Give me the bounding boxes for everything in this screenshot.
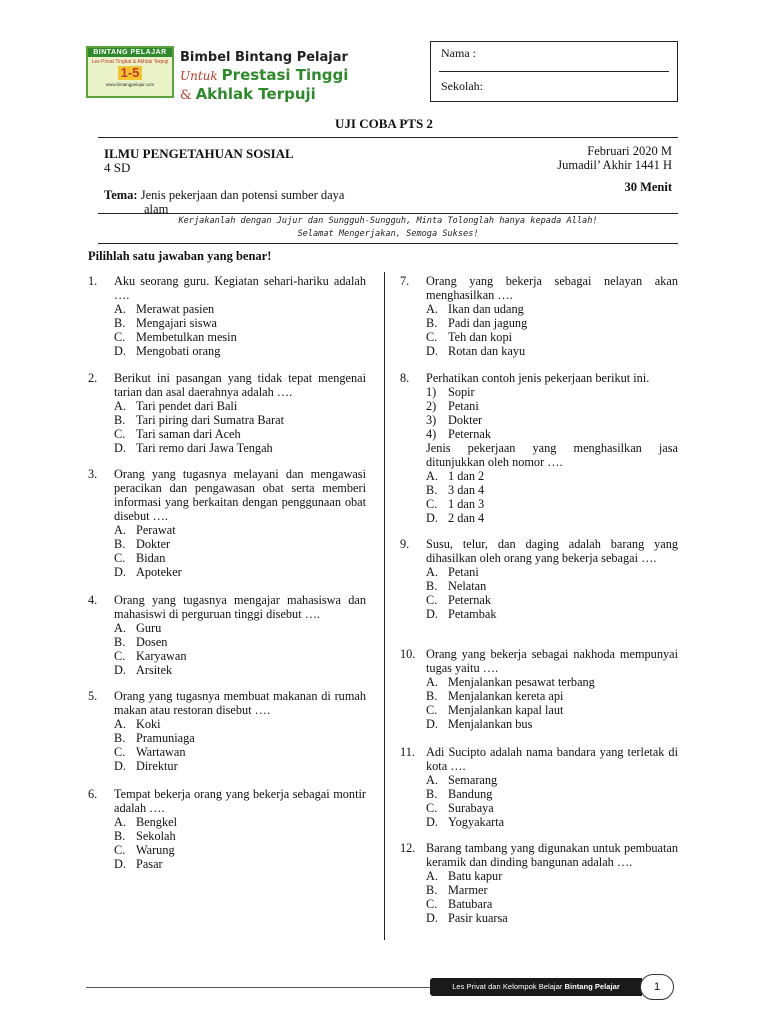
option-d[interactable]: D. Arsitek	[114, 663, 173, 677]
tema-line1: Jenis pekerjaan dan potensi sumber daya	[140, 188, 345, 202]
tema	[104, 188, 384, 216]
option-d[interactable]: D. Yogyakarta	[426, 815, 505, 829]
option-d[interactable]: D. Direktur	[114, 759, 178, 773]
option-c[interactable]: C. Warung	[114, 843, 175, 857]
question-text: Orang yang tugasnya membuat makanan di rumah makan atau restoran disebut ….	[114, 689, 366, 717]
tema-label: Tema:	[104, 188, 138, 202]
footer-banner	[430, 978, 642, 996]
subject: ILMU PENGETAHUAN SOSIAL	[104, 146, 294, 161]
option-d[interactable]: D. Rotan dan kayu	[426, 344, 526, 358]
question-text: Perhatikan contoh jenis pekerjaan berikut ini.	[426, 371, 650, 385]
option-c[interactable]: C. 1 dan 3	[426, 497, 485, 511]
question-text: Adi Sucipto adalah nama bandara yang terletak di kota ….	[426, 745, 678, 773]
question-4: 4. Orang yang tugasnya mengajar mahasiswa dan mahasiswi di perguruan tinggi disebut …. A. Guru B. Dosen C. Karyawan D. Arsitek	[88, 593, 366, 677]
question-2: 2. Berikut ini pasangan yang tidak tepat mengenai tarian dan asal daerahnya adalah …. A. Tari pendet dari Bali B. Tari piring dari Sumatra Barat C. Tari saman dari Aceh D. Tari remo dari Jawa Tengah	[88, 371, 366, 455]
motto-line2: Selamat Mengerjakan, Semoga Sukses!	[297, 229, 479, 239]
option-d[interactable]: D. Pasar	[114, 857, 163, 871]
list-item: 1) Sopir	[426, 385, 475, 399]
tema-line2: alam	[144, 202, 169, 216]
question-text: Orang yang tugasnya melayani dan mengawasi peracikan dan pengawasan obat serta memberi informasi yang berkaitan dengan penggunaan obat disebut ….	[114, 467, 366, 523]
option-c[interactable]: C. Teh dan kopi	[426, 330, 513, 344]
divider-line	[98, 137, 678, 138]
option-a[interactable]: A. Guru	[114, 621, 162, 635]
instruction: Pilihlah satu jawaban yang benar!	[88, 249, 272, 263]
option-d[interactable]: D. Mengobati orang	[114, 344, 221, 358]
brand-line2: Prestasi Tinggi	[221, 66, 349, 84]
question-12: 12. Barang tambang yang digunakan untuk pembuatan keramik dan dinding bangunan adalah …. A. Batu kapur B. Marmer C. Batubara D. Pasir kuarsa	[400, 841, 678, 925]
option-a[interactable]: A. Tari pendet dari Bali	[114, 399, 238, 413]
logo-tagline: Les Privat Tingkat & Akhlak Terpuji	[91, 59, 169, 65]
question-text: Orang yang tugasnya mengajar mahasiswa dan mahasiswi di perguruan tinggi disebut ….	[114, 593, 366, 621]
option-b[interactable]: B. Mengajari siswa	[114, 316, 217, 330]
option-c[interactable]: C. Menjalankan kapal laut	[426, 703, 564, 717]
column-divider	[384, 272, 385, 940]
question-text: Susu, telur, dan daging adalah barang yang dihasilkan oleh orang yang bekerja sebagai ….	[426, 537, 678, 565]
option-c[interactable]: C. Karyawan	[114, 649, 187, 663]
option-c[interactable]: C. Tari saman dari Aceh	[114, 427, 241, 441]
question-10: 10. Orang yang bekerja sebagai nakhoda mempunyai tugas yaitu …. A. Menjalankan pesawat terbang B. Menjalankan kereta api C. Menjalankan kapal laut D. Menjalankan bus	[400, 647, 678, 731]
option-d[interactable]: D. Apoteker	[114, 565, 182, 579]
option-d[interactable]: D. Pasir kuarsa	[426, 911, 508, 925]
option-a[interactable]: A. Petani	[426, 565, 479, 579]
option-b[interactable]: B. Tari piring dari Sumatra Barat	[114, 413, 285, 427]
date-hijri: Jumadil’ Akhir 1441 H	[557, 158, 672, 172]
option-c[interactable]: C. Peternak	[426, 593, 492, 607]
option-d[interactable]: D. Petambak	[426, 607, 497, 621]
footer-line	[86, 987, 476, 988]
option-a[interactable]: A. Bengkel	[114, 815, 177, 829]
question-5: 5. Orang yang tugasnya membuat makanan di rumah makan atau restoran disebut …. A. Koki B. Pramuniaga C. Wartawan D. Direktur	[88, 689, 366, 773]
option-b[interactable]: B. Marmer	[426, 883, 488, 897]
question-3: 3. Orang yang tugasnya melayani dan mengawasi peracikan dan pengawasan obat serta memberi informasi yang berkaitan dengan penggunaan obat disebut …. A. Perawat B. Dokter C. Bidan D. Apoteker	[88, 467, 366, 579]
option-a[interactable]: A. Ikan dan udang	[426, 302, 524, 316]
option-a[interactable]: A. Batu kapur	[426, 869, 503, 883]
duration: 30 Menit	[624, 180, 672, 194]
logo-range: 1-5	[118, 66, 143, 80]
option-b[interactable]: B. Padi dan jagung	[426, 316, 528, 330]
option-b[interactable]: B. 3 dan 4	[426, 483, 485, 497]
motto-line1: Kerjakanlah dengan Jujur dan Sungguh-Sungguh, Minta Tolonglah hanya kepada Allah!	[178, 216, 598, 226]
grade: 4 SD	[104, 160, 131, 175]
school-label: Sekolah:	[441, 79, 483, 93]
option-b[interactable]: B. Dosen	[114, 635, 168, 649]
divider-line	[98, 213, 678, 214]
list-item: 4) Peternak	[426, 427, 492, 441]
question-8: 8. Perhatikan contoh jenis pekerjaan berikut ini. 1) Sopir 2) Petani 3) Dokter 4) Peternak Jenis pekerjaan yang menghasilkan jasa ditunjukkan oleh nomor …. A. 1 dan 2 B. 3 dan 4 C. 1 dan 3 D. 2 dan 4	[400, 371, 678, 525]
option-b[interactable]: B. Dokter	[114, 537, 171, 551]
divider-line	[98, 243, 678, 244]
option-d[interactable]: D. Tari remo dari Jawa Tengah	[114, 441, 273, 455]
question-9: 9. Susu, telur, dan daging adalah barang yang dihasilkan oleh orang yang bekerja sebagai …. A. Petani B. Nelatan C. Peternak D. Petambak	[400, 537, 678, 621]
date-masehi: Februari 2020 M	[587, 144, 672, 158]
option-b[interactable]: B. Pramuniaga	[114, 731, 195, 745]
question-subtext: Jenis pekerjaan yang menghasilkan jasa ditunjukkan oleh nomor ….	[426, 441, 678, 469]
question-text: Orang yang bekerja sebagai nakhoda mempunyai tugas yaitu ….	[426, 647, 678, 675]
logo-title: BINTANG PELAJAR	[88, 48, 172, 57]
option-c[interactable]: C. Batubara	[426, 897, 493, 911]
option-a[interactable]: A. Menjalankan pesawat terbang	[426, 675, 595, 689]
option-d[interactable]: D. 2 dan 4	[426, 511, 485, 525]
name-field[interactable]	[439, 71, 669, 72]
question-6: 6. Tempat bekerja orang yang bekerja sebagai montir adalah …. A. Bengkel B. Sekolah C. Warung D. Pasar	[88, 787, 366, 871]
question-7: 7. Orang yang bekerja sebagai nelayan akan menghasilkan …. A. Ikan dan udang B. Padi dan jagung C. Teh dan kopi D. Rotan dan kayu	[400, 274, 678, 358]
brand-name: Bimbel Bintang Pelajar	[180, 50, 348, 65]
footer-text: Les Privat dan Kelompok Belajar	[452, 982, 563, 991]
identity-box	[430, 41, 678, 102]
option-c[interactable]: C. Bidan	[114, 551, 166, 565]
list-item: 3) Dokter	[426, 413, 483, 427]
option-c[interactable]: C. Surabaya	[426, 801, 494, 815]
option-a[interactable]: A. Koki	[114, 717, 161, 731]
question-11: 11. Adi Sucipto adalah nama bandara yang terletak di kota …. A. Semarang B. Bandung C. Surabaya D. Yogyakarta	[400, 745, 678, 829]
logo-url: www.bintangpelajar.com	[105, 82, 155, 87]
option-a[interactable]: A. 1 dan 2	[426, 469, 485, 483]
list-item: 2) Petani	[426, 399, 479, 413]
question-text: Orang yang bekerja sebagai nelayan akan menghasilkan ….	[426, 274, 678, 302]
exam-title: UJI COBA PTS 2	[335, 116, 433, 131]
option-a[interactable]: A. Merawat pasien	[114, 302, 215, 316]
option-b[interactable]: B. Menjalankan kereta api	[426, 689, 564, 703]
question-text: Barang tambang yang digunakan untuk pembuatan keramik dan dinding bangunan adalah ….	[426, 841, 678, 869]
option-b[interactable]: B. Nelatan	[426, 579, 487, 593]
brand-block	[180, 50, 348, 104]
option-b[interactable]: B. Sekolah	[114, 829, 176, 843]
name-label: Nama :	[441, 46, 476, 60]
option-d[interactable]: D. Menjalankan bus	[426, 717, 533, 731]
question-text: Aku seorang guru. Kegiatan sehari-hariku adalah ….	[114, 274, 366, 302]
option-a[interactable]: A. Perawat	[114, 523, 176, 537]
question-1: 1. Aku seorang guru. Kegiatan sehari-hariku adalah …. A. Merawat pasien B. Mengajari siswa C. Membetulkan mesin D. Mengobati orang	[88, 274, 366, 358]
logo	[86, 46, 174, 98]
brand-untuk: Untuk	[180, 69, 218, 83]
option-b[interactable]: B. Bandung	[426, 787, 493, 801]
page-number: 1	[640, 974, 674, 1000]
brand-line3: Akhlak Terpuji	[195, 85, 316, 103]
brand-amp: &	[180, 88, 192, 103]
question-text: Berikut ini pasangan yang tidak tepat mengenai tarian dan asal daerahnya adalah ….	[114, 371, 366, 399]
option-c[interactable]: C. Membetulkan mesin	[114, 330, 237, 344]
option-c[interactable]: C. Wartawan	[114, 745, 186, 759]
option-a[interactable]: A. Semarang	[426, 773, 498, 787]
question-text: Tempat bekerja orang yang bekerja sebagai montir adalah ….	[114, 787, 366, 815]
footer-brand: Bintang Pelajar	[564, 982, 620, 991]
